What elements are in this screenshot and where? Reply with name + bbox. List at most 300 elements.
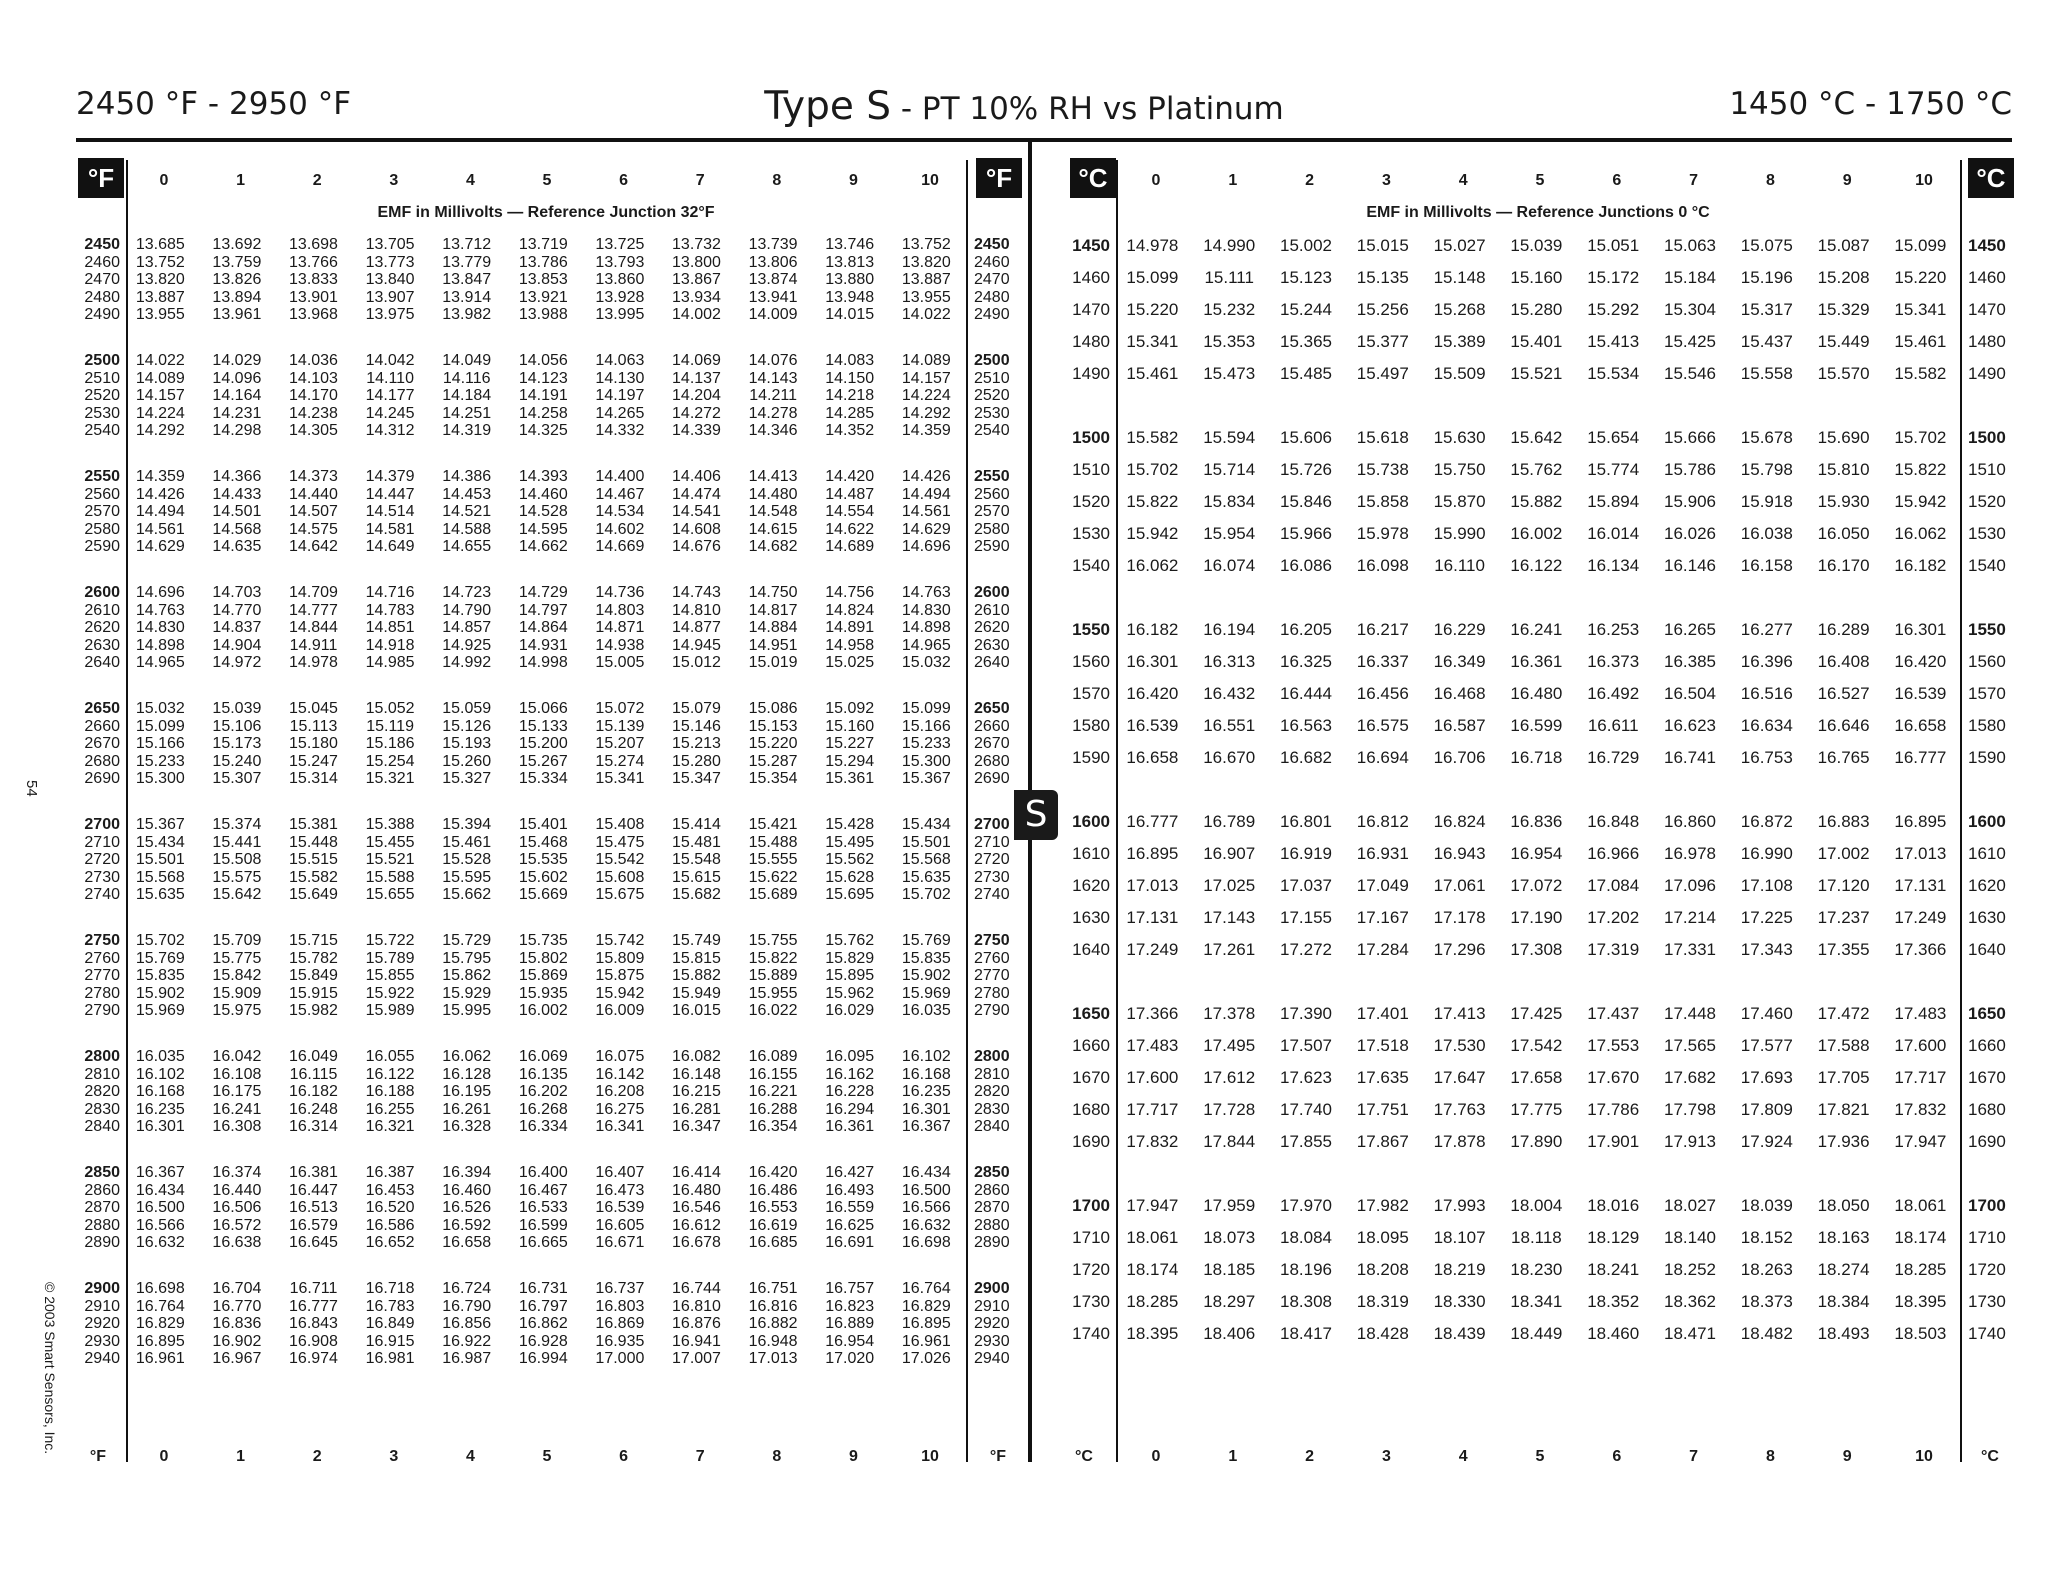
emf-value: 17.518 (1356, 1036, 1409, 1055)
emf-value: 15.649 (289, 886, 338, 904)
row-temp-label: 2470 (84, 271, 120, 289)
emf-value: 16.575 (1356, 716, 1409, 735)
emf-value: 15.795 (442, 949, 492, 967)
emf-value: 15.509 (1433, 364, 1486, 383)
range-celsius: 1450 °C - 1750 °C (1729, 86, 2012, 122)
emf-value: 15.882 (672, 967, 721, 985)
emf-value: 18.152 (1740, 1228, 1793, 1247)
row-temp-label: 1730 (1072, 1292, 1110, 1311)
emf-value: 16.634 (1740, 716, 1793, 735)
emf-value: 14.548 (748, 503, 798, 521)
emf-value: 16.801 (1279, 812, 1332, 831)
emf-value: 16.168 (901, 1065, 951, 1083)
row-temp-label-right: 1520 (1968, 492, 2006, 511)
emf-value: 14.298 (212, 422, 262, 440)
emf-value: 17.600 (1894, 1036, 1947, 1055)
page-number: 54 (23, 780, 40, 797)
row-temp-label-right: 2580 (974, 520, 1010, 538)
emf-value: 14.130 (595, 369, 645, 387)
emf-value: 16.678 (672, 1234, 721, 1252)
row-temp-label-right: 2670 (974, 735, 1010, 753)
emf-value: 15.858 (1356, 492, 1409, 511)
emf-value: 17.425 (1510, 1004, 1563, 1023)
emf-value: 15.027 (1433, 236, 1486, 255)
row-temp-label: 2630 (84, 636, 120, 654)
title-description: - PT 10% RH vs Platinum (890, 91, 1284, 127)
emf-value: 17.705 (1817, 1068, 1870, 1087)
column-footer: 5 (542, 1448, 552, 1465)
emf-value: 13.820 (901, 253, 951, 271)
emf-value: 14.588 (442, 520, 492, 538)
row-temp-label-right: 1660 (1968, 1036, 2006, 1055)
emf-value: 16.373 (1587, 652, 1640, 671)
row-temp-label-right: 1500 (1968, 428, 2006, 447)
emf-value: 18.241 (1587, 1260, 1640, 1279)
row-temp-label-right: 1600 (1968, 812, 2006, 831)
emf-value: 15.528 (442, 851, 492, 869)
emf-value: 16.074 (1203, 556, 1256, 575)
emf-value: 14.891 (825, 619, 875, 637)
emf-value: 14.729 (518, 584, 568, 601)
emf-value: 15.300 (135, 770, 185, 788)
emf-value: 18.196 (1279, 1260, 1332, 1279)
emf-value: 14.036 (289, 352, 338, 369)
emf-value: 14.285 (825, 404, 875, 422)
row-temp-label-right: 2460 (974, 253, 1010, 271)
emf-value: 14.305 (289, 422, 338, 440)
emf-value: 14.958 (825, 636, 875, 654)
column-header: 5 (542, 172, 552, 189)
emf-value: 16.361 (1510, 652, 1563, 671)
emf-value: 16.313 (1203, 652, 1256, 671)
column-header: 6 (619, 172, 629, 189)
emf-value: 16.931 (1356, 844, 1409, 863)
emf-value: 15.669 (518, 886, 568, 904)
row-temp-label: 2840 (84, 1118, 120, 1136)
emf-value: 18.395 (1126, 1324, 1179, 1343)
emf-value: 17.530 (1433, 1036, 1486, 1055)
column-header: 1 (1228, 172, 1238, 189)
emf-value: 15.615 (672, 868, 721, 886)
emf-value: 15.666 (1663, 428, 1716, 447)
row-temp-label: 2860 (84, 1181, 120, 1199)
row-temp-label: 1540 (1072, 556, 1110, 575)
row-temp-label-right: 1730 (1968, 1292, 2006, 1311)
emf-value: 16.658 (442, 1234, 492, 1252)
column-header: 9 (848, 172, 858, 189)
unit-footer-left: °F (89, 1448, 107, 1465)
emf-value: 15.066 (518, 700, 568, 717)
emf-value: 16.394 (442, 1164, 492, 1181)
column-footer: 9 (848, 1448, 858, 1465)
unit-box-left: °F (78, 158, 124, 198)
row-temp-label: 1500 (1072, 428, 1110, 447)
emf-value: 13.806 (748, 253, 798, 271)
emf-value: 18.163 (1817, 1228, 1870, 1247)
column-header: 9 (1842, 172, 1852, 189)
emf-value: 16.086 (1279, 556, 1332, 575)
emf-value: 15.051 (1587, 236, 1640, 255)
emf-value: 15.481 (672, 833, 721, 851)
emf-value: 17.249 (1126, 940, 1179, 959)
emf-value: 16.698 (901, 1234, 951, 1252)
column-header: 4 (465, 172, 475, 189)
emf-value: 14.272 (672, 404, 721, 422)
emf-value: 13.826 (212, 271, 262, 289)
row-temp-label-right: 2940 (974, 1350, 1010, 1368)
table-right-rule (1960, 160, 1962, 1462)
emf-value: 15.889 (748, 967, 798, 985)
emf-value: 16.217 (1356, 620, 1409, 639)
emf-value: 16.895 (1894, 812, 1947, 831)
emf-value: 15.126 (442, 717, 492, 735)
column-header: 3 (389, 172, 399, 189)
emf-value: 15.969 (135, 1002, 185, 1020)
row-temp-label-right: 2530 (974, 404, 1010, 422)
emf-value: 16.665 (518, 1234, 568, 1252)
emf-value: 16.883 (1817, 812, 1870, 831)
emf-value: 15.535 (518, 851, 568, 869)
emf-value: 14.629 (135, 538, 185, 556)
emf-value: 15.099 (1894, 236, 1947, 255)
emf-value: 15.962 (825, 984, 875, 1002)
emf-value: 14.951 (748, 636, 798, 654)
row-temp-label-right: 1740 (1968, 1324, 2006, 1343)
column-footer: 4 (1458, 1448, 1468, 1465)
row-temp-label: 1720 (1072, 1260, 1110, 1279)
emf-value: 15.726 (1279, 460, 1332, 479)
emf-value: 15.690 (1817, 428, 1870, 447)
emf-value: 16.253 (1587, 620, 1640, 639)
row-temp-label-right: 2750 (974, 932, 1010, 949)
row-temp-label-right: 2510 (974, 369, 1010, 387)
emf-value: 17.635 (1356, 1068, 1409, 1087)
unit-box-right: °C (1968, 158, 2014, 198)
emf-value: 16.533 (518, 1199, 568, 1217)
row-temp-label: 2590 (84, 538, 120, 556)
emf-value: 14.507 (289, 503, 338, 521)
emf-value: 15.307 (212, 770, 262, 788)
emf-value: 16.741 (1663, 748, 1716, 767)
emf-value: 16.954 (825, 1332, 875, 1350)
emf-value: 15.233 (901, 735, 951, 753)
emf-value: 15.087 (1817, 236, 1870, 255)
emf-value: 15.789 (365, 949, 415, 967)
emf-value: 15.304 (1663, 300, 1716, 319)
row-temp-label-right: 2550 (974, 468, 1010, 485)
emf-value: 14.608 (672, 520, 721, 538)
emf-value: 18.208 (1356, 1260, 1409, 1279)
emf-value: 16.182 (289, 1083, 338, 1101)
emf-value: 15.630 (1433, 428, 1486, 447)
emf-value: 13.995 (595, 306, 645, 324)
row-temp-label-right: 2700 (974, 816, 1010, 833)
emf-value: 15.798 (1740, 460, 1793, 479)
emf-value: 17.355 (1817, 940, 1870, 959)
emf-value: 13.914 (442, 288, 492, 306)
emf-value: 15.461 (442, 833, 492, 851)
emf-value: 15.842 (212, 967, 262, 985)
emf-value: 18.449 (1510, 1324, 1563, 1343)
emf-value: 17.261 (1203, 940, 1256, 959)
emf-value: 17.096 (1663, 876, 1716, 895)
emf-value: 15.015 (1356, 236, 1409, 255)
emf-value: 18.050 (1817, 1196, 1870, 1215)
emf-value: 15.148 (1433, 268, 1486, 287)
emf-value: 15.582 (1894, 364, 1947, 383)
emf-value: 18.061 (1126, 1228, 1179, 1247)
emf-value: 13.793 (595, 253, 645, 271)
emf-value: 15.662 (442, 886, 492, 904)
emf-value: 15.982 (289, 1002, 338, 1020)
column-footer: 0 (1151, 1448, 1161, 1465)
emf-value: 13.975 (365, 306, 415, 324)
emf-value: 16.235 (901, 1083, 951, 1101)
emf-value: 18.297 (1203, 1292, 1256, 1311)
emf-value: 16.919 (1279, 844, 1332, 863)
emf-value: 17.878 (1433, 1132, 1486, 1151)
emf-value: 15.542 (595, 851, 645, 869)
emf-value: 16.042 (212, 1048, 262, 1065)
emf-value: 14.965 (901, 636, 951, 654)
emf-value: 15.274 (595, 752, 645, 770)
emf-value: 15.341 (595, 770, 645, 788)
emf-value: 18.095 (1356, 1228, 1409, 1247)
column-footer: 6 (619, 1448, 629, 1465)
emf-value: 15.774 (1587, 460, 1640, 479)
emf-value: 16.546 (672, 1199, 721, 1217)
emf-value: 14.783 (365, 601, 415, 619)
row-temp-label-right: 1710 (1968, 1228, 2006, 1247)
emf-value: 16.513 (289, 1199, 338, 1217)
emf-value: 16.711 (289, 1280, 338, 1297)
emf-value: 13.941 (748, 288, 798, 306)
emf-value: 13.833 (289, 271, 338, 289)
emf-value: 16.843 (289, 1315, 338, 1333)
emf-value: 15.063 (1663, 236, 1716, 255)
emf-value: 15.232 (1203, 300, 1256, 319)
emf-value: 15.173 (212, 735, 262, 753)
row-temp-label-right: 2720 (974, 851, 1010, 869)
column-footer: 7 (695, 1448, 705, 1465)
emf-value: 14.790 (442, 601, 492, 619)
emf-value: 14.366 (212, 468, 262, 485)
emf-value: 15.485 (1279, 364, 1332, 383)
emf-value: 14.029 (212, 352, 262, 369)
emf-value: 17.763 (1433, 1100, 1486, 1119)
emf-value: 15.882 (1510, 492, 1563, 511)
emf-value: 15.966 (1279, 524, 1332, 543)
emf-value: 14.568 (212, 520, 262, 538)
column-footer: 0 (159, 1448, 169, 1465)
emf-value: 16.349 (1433, 652, 1486, 671)
emf-value: 16.753 (1740, 748, 1793, 767)
row-temp-label: 2530 (84, 404, 120, 422)
emf-value: 14.292 (901, 404, 951, 422)
emf-value: 17.588 (1817, 1036, 1870, 1055)
emf-value: 15.702 (901, 886, 951, 904)
emf-value: 16.248 (289, 1100, 338, 1118)
row-temp-label: 2910 (84, 1297, 120, 1315)
emf-value: 16.967 (212, 1350, 262, 1368)
emf-value: 17.343 (1740, 940, 1793, 959)
emf-value: 16.456 (1356, 684, 1409, 703)
emf-value: 17.867 (1356, 1132, 1409, 1151)
emf-value: 16.915 (365, 1332, 415, 1350)
row-temp-label-right: 2890 (974, 1234, 1010, 1252)
emf-value: 16.486 (748, 1181, 798, 1199)
emf-value: 15.059 (442, 700, 492, 717)
row-temp-label-right: 1700 (1968, 1196, 2006, 1215)
emf-value: 13.880 (825, 271, 875, 289)
row-temp-label-right: 2650 (974, 700, 1010, 717)
row-temp-label-right: 1450 (1968, 236, 2006, 255)
emf-value: 15.755 (748, 932, 798, 949)
emf-value: 16.229 (1433, 620, 1486, 639)
emf-value: 16.860 (1663, 812, 1716, 831)
emf-value: 15.689 (748, 886, 798, 904)
emf-value: 18.352 (1587, 1292, 1640, 1311)
emf-value: 13.840 (365, 271, 415, 289)
emf-value: 14.393 (518, 468, 568, 485)
emf-value: 14.460 (518, 485, 568, 503)
emf-value: 14.069 (672, 352, 721, 369)
emf-value: 17.901 (1587, 1132, 1640, 1151)
row-temp-label-right: 2630 (974, 636, 1010, 654)
emf-value: 17.809 (1740, 1100, 1793, 1119)
emf-value: 14.245 (365, 404, 415, 422)
row-temp-label: 1600 (1072, 812, 1110, 831)
row-temp-label: 2730 (84, 868, 120, 886)
row-temp-label-right: 2850 (974, 1164, 1010, 1181)
column-footer: 8 (1765, 1448, 1775, 1465)
emf-value: 15.929 (442, 984, 492, 1002)
row-temp-label: 2700 (84, 816, 120, 833)
emf-value: 15.123 (1279, 268, 1332, 287)
emf-value: 16.803 (595, 1297, 645, 1315)
emf-value: 17.924 (1740, 1132, 1793, 1151)
emf-value: 15.738 (1356, 460, 1409, 479)
emf-value: 15.327 (442, 770, 492, 788)
emf-value: 14.379 (365, 468, 415, 485)
row-temp-label: 2520 (84, 387, 120, 405)
emf-value: 14.723 (442, 584, 492, 601)
emf-value: 17.670 (1587, 1068, 1640, 1087)
emf-value: 16.367 (901, 1118, 951, 1136)
emf-value: 15.906 (1663, 492, 1716, 511)
emf-value: 14.339 (672, 422, 721, 440)
row-temp-label: 1630 (1072, 908, 1110, 927)
emf-value: 17.020 (825, 1350, 875, 1368)
emf-value: 18.084 (1279, 1228, 1332, 1247)
emf-value: 16.520 (365, 1199, 415, 1217)
emf-value: 15.092 (825, 700, 875, 717)
emf-value: 15.769 (901, 932, 951, 949)
emf-value: 16.440 (212, 1181, 262, 1199)
emf-value: 16.098 (1356, 556, 1409, 575)
emf-value: 16.744 (672, 1280, 721, 1297)
emf-value: 15.558 (1740, 364, 1793, 383)
emf-value: 15.268 (1433, 300, 1486, 319)
row-temp-label: 2890 (84, 1234, 120, 1252)
column-footer: 8 (772, 1448, 782, 1465)
emf-value: 14.332 (595, 422, 645, 440)
emf-value: 14.615 (748, 520, 798, 538)
emf-value: 16.361 (825, 1118, 875, 1136)
emf-value: 17.120 (1817, 876, 1870, 895)
emf-value: 16.869 (595, 1315, 645, 1333)
row-temp-label: 2900 (84, 1280, 120, 1297)
emf-value: 15.595 (442, 868, 492, 886)
emf-value: 16.829 (901, 1297, 951, 1315)
emf-value: 16.473 (595, 1181, 645, 1199)
row-temp-label-right: 2770 (974, 967, 1010, 985)
table-right-rule (966, 160, 968, 1462)
emf-value: 16.645 (289, 1234, 338, 1252)
emf-value: 16.790 (442, 1297, 492, 1315)
unit-footer-right: °F (989, 1448, 1007, 1465)
emf-value: 16.460 (442, 1181, 492, 1199)
emf-value: 15.635 (135, 886, 185, 904)
emf-value: 16.619 (748, 1216, 798, 1234)
emf-value: 17.832 (1894, 1100, 1947, 1119)
emf-value: 17.600 (1126, 1068, 1179, 1087)
emf-value: 16.764 (135, 1297, 185, 1315)
emf-value: 15.135 (1356, 268, 1409, 287)
row-temp-label: 1450 (1072, 236, 1110, 255)
row-temp-label-right: 2740 (974, 886, 1010, 904)
emf-value: 15.341 (1894, 300, 1947, 319)
emf-value: 14.386 (442, 468, 492, 485)
emf-value: 15.942 (1894, 492, 1947, 511)
emf-value: 14.938 (595, 636, 645, 654)
emf-value: 15.975 (212, 1002, 262, 1020)
column-footer: 1 (236, 1448, 246, 1465)
emf-value: 13.759 (212, 253, 262, 271)
emf-value: 16.981 (365, 1350, 415, 1368)
emf-value: 14.763 (135, 601, 185, 619)
emf-value: 14.635 (212, 538, 262, 556)
emf-value: 14.978 (289, 654, 338, 672)
emf-value: 16.623 (1663, 716, 1716, 735)
emf-value: 16.321 (365, 1118, 415, 1136)
emf-value: 18.140 (1663, 1228, 1716, 1247)
emf-value: 16.704 (212, 1280, 262, 1297)
emf-value: 16.347 (672, 1118, 721, 1136)
emf-value: 16.102 (135, 1065, 185, 1083)
emf-value: 16.553 (748, 1199, 798, 1217)
row-temp-label: 2510 (84, 369, 120, 387)
emf-value: 16.427 (825, 1164, 875, 1181)
column-header: 8 (772, 172, 782, 189)
emf-value: 15.213 (672, 735, 721, 753)
emf-value: 14.736 (595, 584, 645, 601)
emf-value: 14.871 (595, 619, 645, 637)
emf-value: 14.777 (289, 601, 338, 619)
emf-value: 18.319 (1356, 1292, 1409, 1311)
emf-value: 15.039 (1510, 236, 1563, 255)
emf-value: 14.426 (135, 485, 185, 503)
emf-value: 17.108 (1740, 876, 1793, 895)
emf-value: 14.985 (365, 654, 415, 672)
row-temp-label: 2500 (84, 352, 120, 369)
emf-value: 13.853 (518, 271, 568, 289)
emf-value: 14.265 (595, 404, 645, 422)
row-temp-label-right: 2480 (974, 288, 1010, 306)
row-temp-label-right: 1630 (1968, 908, 2006, 927)
emf-value: 16.816 (748, 1297, 798, 1315)
column-header: 2 (1305, 172, 1315, 189)
